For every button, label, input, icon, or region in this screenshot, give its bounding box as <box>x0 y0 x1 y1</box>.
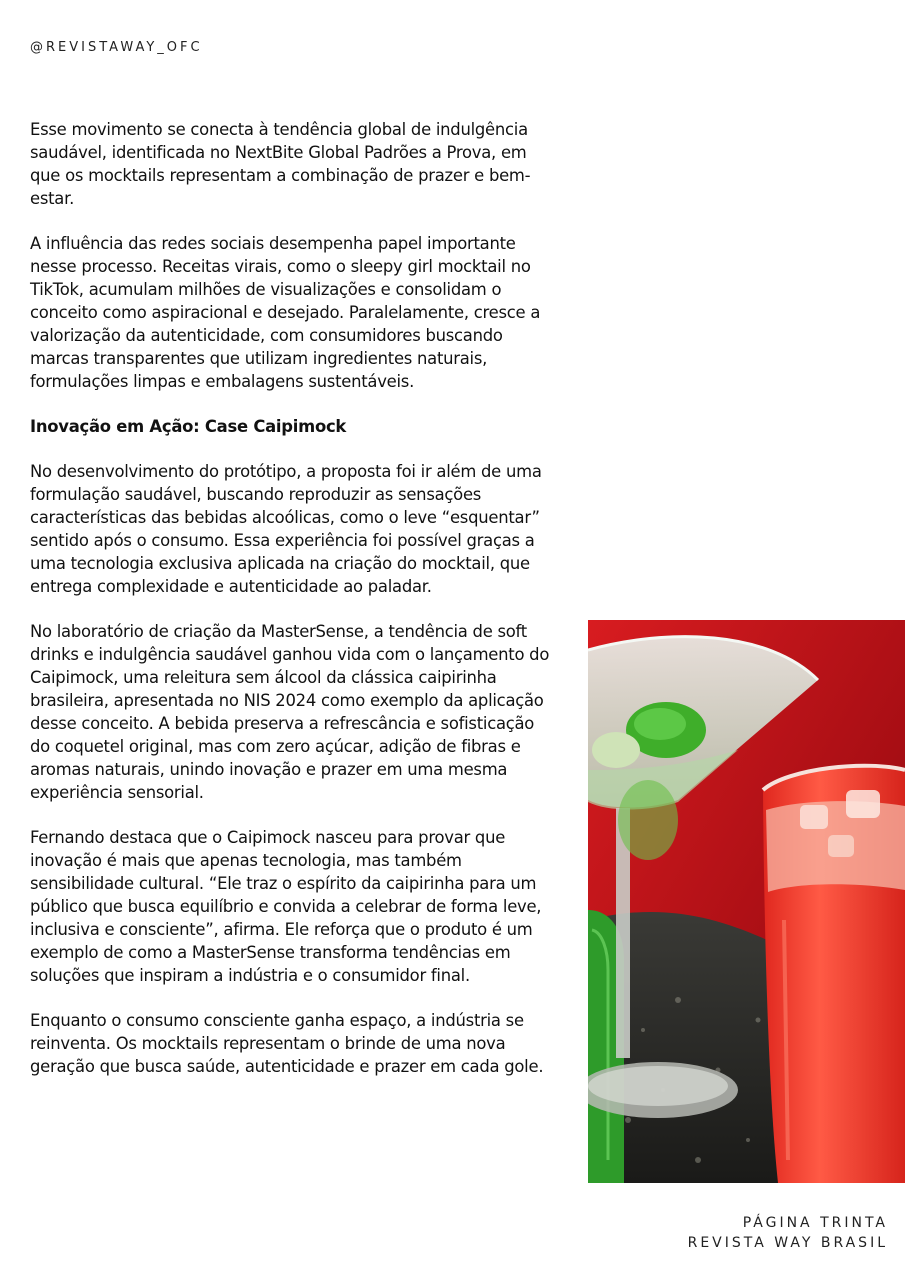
article-paragraph: No desenvolvimento do protótipo, a proposta foi ir além de uma formulação saudável, buscando reproduzir as sensações características das bebidas alcoólicas, como o leve “esquentar” sentido após o consumo. Essa experiência foi possível graças a uma tecnologia exclusiva aplicada na criação do mocktail, que entrega complexidade e autenticidade ao paladar. <box>30 462 542 596</box>
ice-cube <box>828 835 854 857</box>
page-footer <box>688 1213 888 1253</box>
article-body <box>30 118 550 1100</box>
article-paragraph: A influência das redes sociais desempenha papel importante nesse processo. Receitas virais, como o sleepy girl mocktail no TikTok, acumulam milhões de visualizações e consolidam o conceito como aspiracional e desejado. Paralelamente, cresce a valorização da autenticidade, com consumidores buscando marcas transparentes que utilizam ingredientes naturais, formulações limpas e embalagens sustentáveis. <box>30 234 541 391</box>
magazine-handle: @REVISTAWAY_OFC <box>30 40 203 55</box>
drinks-illustration <box>588 620 905 1183</box>
article-paragraph: Esse movimento se conecta à tendência global de indulgência saudável, identificada no NextBite Global Padrões a Prova, em que os mocktails representam a combinação de prazer e bem-estar. <box>30 120 531 208</box>
article-paragraph: Enquanto o consumo consciente ganha espaço, a indústria se reinventa. Os mocktails representam o brinde de uma nova geração que busca saúde, autenticidade e prazer em cada gole. <box>30 1011 544 1076</box>
mocktail-photo <box>588 620 905 1183</box>
magazine-name: REVISTA WAY BRASIL <box>687 1235 888 1251</box>
article-paragraph: Fernando destaca que o Caipimock nasceu para provar que inovação é mais que apenas tecnologia, mas também sensibilidade cultural. “Ele traz o espírito da caipirinha para um público que busca equilíbrio e convida a celebrar de forma leve, inclusiva e consciente”, afirma. Ele reforça que o produto é um exemplo de como a MasterSense transforma tendências em soluções que inspiram a indústria e o consumidor final. <box>30 828 542 985</box>
ice-cube <box>846 790 880 818</box>
section-subheading: Inovação em Ação: Case Caipimock <box>30 417 347 436</box>
cucumber-slice <box>592 732 640 768</box>
ice-cube <box>800 805 828 829</box>
page-number-label: PÁGINA TRINTA <box>742 1215 888 1231</box>
article-paragraph: No laboratório de criação da MasterSense, a tendência de soft drinks e indulgência saudável ganhou vida com o lançamento do Caipimock, uma releitura sem álcool da clássica caipirinha brasileira, apresentada no NIS 2024 como exemplo da aplicação desse conceito. A bebida preserva a refrescância e sofisticação do coquetel original, mas com zero açúcar, adição de fibras e aromas naturais, unindo inovação e prazer em uma mesma experiência sensorial. <box>30 622 550 802</box>
